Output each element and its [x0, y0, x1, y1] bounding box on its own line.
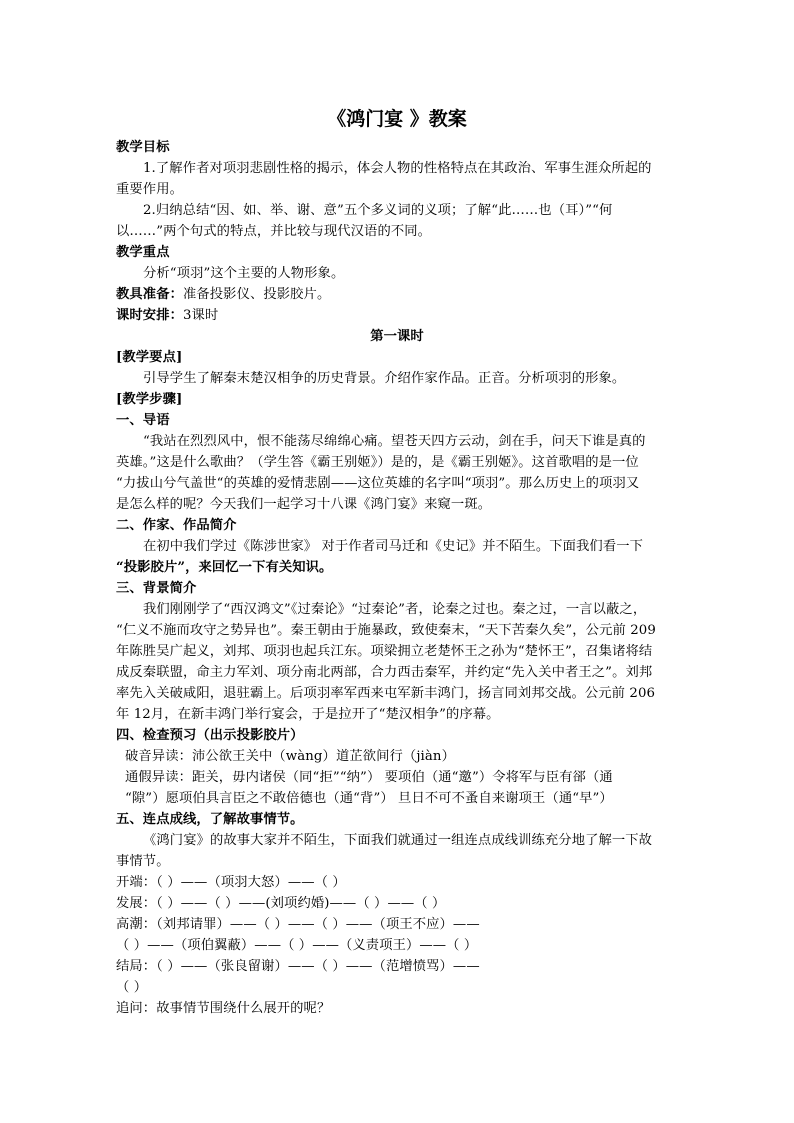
plot-start-line: 开端：（ ）——（项羽大怒）——（ ）: [116, 875, 346, 890]
key-points-heading: [教学要点]: [116, 350, 183, 365]
follow-up-question: 追问：故事情节围绕什么展开的呢？: [116, 1001, 331, 1016]
section-3-line-5: 率先入关破咸阳，退驻霸上。后项羽率军西来屯军新丰鸿门，扬言同刘邦交战。公元前 206: [116, 686, 656, 701]
section-3-line-3: 年陈胜吴广起义，刘邦、项羽也起兵江东。项梁拥立老楚怀王之孙为“楚怀王”，召集诸将结: [116, 644, 653, 659]
objective-2-line-1: 2.归纳总结“因、如、举、谢、意”五个多义词的义项；了解“此……也（耳）”“何: [143, 203, 613, 218]
section-3-line-1: 我们刚刚学了“西汉鸿文”《过秦论》“过秦论”者，论秦之过也。秦之过，一言以蔽之，: [143, 602, 647, 617]
prep-line: [116, 286, 330, 304]
section-5-line-2: 事情节。: [116, 854, 170, 869]
plot-climax-line-2: （ ）——（项伯翼蔽）——（ ）——（义责项王）——（ ）: [116, 938, 478, 953]
section-1-line-1: “我站在烈烈风中，恨不能荡尽绵绵心痛。望苍天四方云动，剑在手，问天下谁是真的: [143, 434, 646, 449]
plot-ending-line-1: 结局：（ ）——（张良留谢）——（ ）——（范增愤骂）——: [116, 959, 480, 974]
section-1-line-4: 是怎么样的呢？今天我们一起学习十八课《鸿门宴》来窥一斑。: [116, 497, 492, 512]
plot-ending-line-2: （ ）: [116, 980, 148, 995]
prep-label: 教具准备：: [116, 287, 183, 302]
document-title: 《鸿门宴 》教案: [327, 108, 467, 130]
section-4-line-1: 破音异读：沛公欲王关中（wàng）道芷欲间行（jiàn）: [125, 749, 455, 764]
section-3-line-4: 成反秦联盟，命主力军刘、项分南北两部，合力西击秦军，并约定“先入关中者王之”。刘邦: [116, 665, 653, 680]
key-points-text: 引导学生了解秦末楚汉相争的历史背景。介绍作家作品。正音。分析项羽的形象。: [143, 371, 626, 386]
schedule-text: 3课时: [182, 308, 219, 323]
prep-text: 准备投影仪、投影胶片。: [182, 287, 331, 302]
plot-development-line: 发展：（ ）——（ ）——(刘项约婚)——（ ）——（ ）: [116, 896, 446, 911]
section-2-line-1: 在初中我们学过《陈涉世家》 对于作者司马迁和《史记》并不陌生。下面我们看一下: [143, 539, 644, 554]
section-3-line-2: “仁义不施而攻守之势异也”。秦王朝由于施暴政，致使秦末，“天下苦秦久矣”，公元前 209: [116, 623, 656, 638]
lesson-title: 第一课时: [370, 329, 424, 344]
section-4-line-2: 通假异读：距关，毋内诸侯（同“拒”“纳”） 要项伯（通“邀”）令将军与臣有郤（通: [125, 770, 613, 785]
section-1-line-3: “力拔山兮气盖世“的英雄的爱情悲剧——这位英雄的名字叫“项羽”。那么历史上的项羽又: [116, 476, 640, 491]
focus-heading: 教学重点: [116, 245, 170, 260]
steps-heading: [教学步骤]: [116, 392, 183, 407]
section-1-line-2: 英雄。”这是什么歌曲？（学生答《霸王别姬》）是的，是《霸王别姬》。这首歌唱的是一位: [116, 455, 639, 470]
section-5-line-1: 《鸿门宴》的故事大家并不陌生，下面我们就通过一组连点成线训练充分地了解一下故: [143, 833, 653, 848]
section-2-line-2: “投影胶片”，来回忆一下有关知识。: [116, 560, 333, 575]
schedule-label: 课时安排：: [116, 308, 183, 323]
plot-climax-line-1: 高潮：（刘邦请罪）——（ ）——（ ）——（项王不应）——: [116, 917, 480, 932]
schedule-line: [116, 307, 218, 325]
section-3-line-6: 年 12月，在新丰鸿门举行宴会，于是拉开了“楚汉相争”的序幕。: [116, 707, 500, 722]
objective-2-line-2: 以……”两个句式的特点，并比较与现代汉语的不同。: [116, 224, 432, 239]
section-4-line-3: “隙”）愿项伯具言臣之不敢倍德也（通“背”） 旦日不可不蚤自来谢项王（通“早”）: [125, 791, 613, 806]
objective-1-line-2: 重要作用。: [116, 182, 183, 197]
section-1-heading: 一、导语: [116, 413, 170, 428]
objective-1-line-1: 1.了解作者对项羽悲剧性格的揭示，体会人物的性格特点在其政治、军事生涯众所起的: [143, 161, 652, 176]
section-4-heading: 四、检查预习（出示投影胶片）: [116, 728, 304, 743]
section-3-heading: 三、背景简介: [116, 581, 197, 596]
objectives-heading: 教学目标: [116, 140, 170, 155]
focus-text: 分析“项羽”这个主要的人物形象。: [143, 266, 345, 281]
section-5-heading: 五、连点成线，了解故事情节。: [116, 812, 304, 827]
section-2-heading: 二、作家、作品简介: [116, 518, 237, 533]
